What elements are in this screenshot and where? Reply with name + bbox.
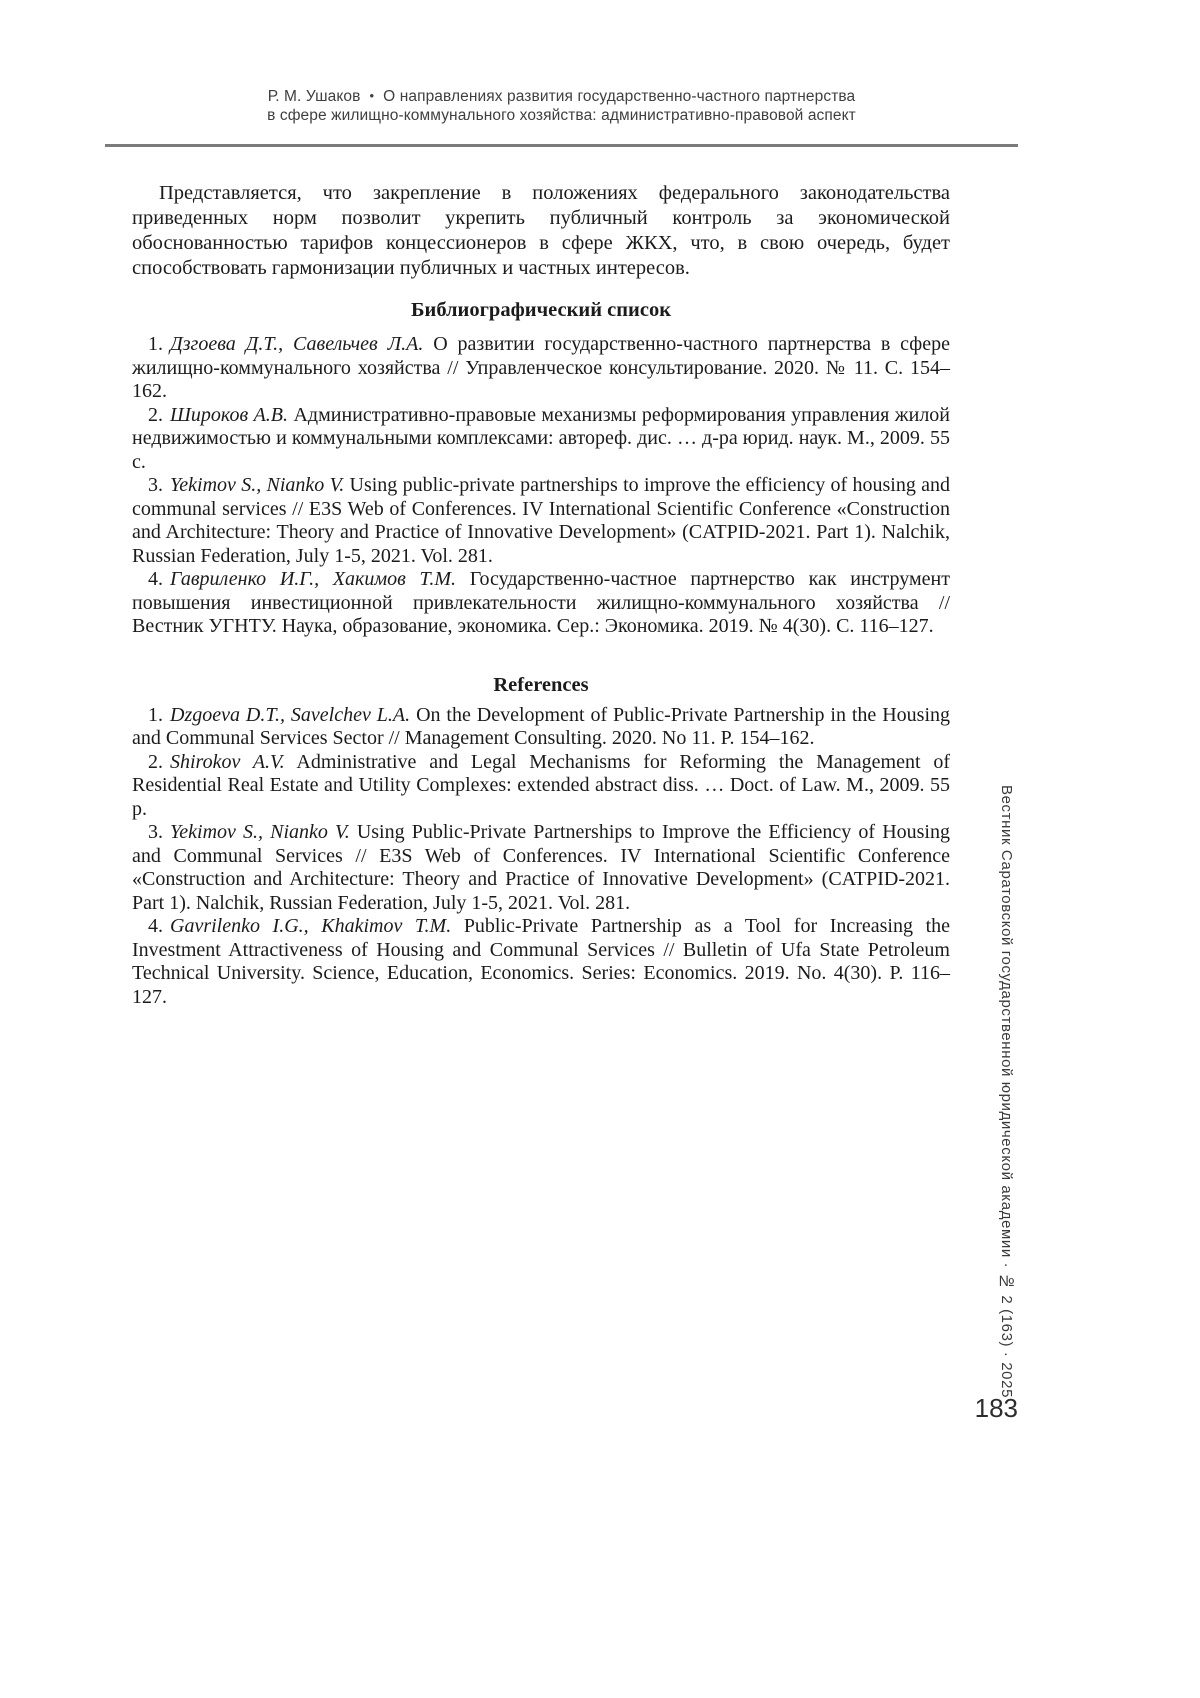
running-head-title-line1: О направлениях развития государственно-частного партнерства: [383, 88, 856, 105]
lead-paragraph: Представляется, что закрепление в положениях федерального законодательства приведенных норм позволит укрепить публичный контроль за экономической обоснованностью тарифов концессионеров в сфере ЖКХ, что, в свою очередь, будет способствовать гармонизации публичных и частных интересов.: [132, 182, 950, 279]
header-rule: [105, 144, 1018, 147]
item-text: Administrative and Legal Mechanisms for Reforming the Management of Residential Real Estate and Utility Complexes: extended abstract diss. … Doct. of Law. M., 2009. 55 p.: [132, 750, 950, 820]
reference-item: [132, 751, 950, 822]
item-number: 2.: [148, 750, 163, 773]
item-text: Using Public-Private Partnerships to Improve the Efficiency of Housing and Communal Services // E3S Web of Conferences. IV International Scientific Conference «Construction and Architecture: Theory and Practice of Innovative Development» (CATPID-2021. Part 1). Nalchik, Russian Federation, July 1-5, 2021. Vol. 281.: [132, 821, 950, 914]
item-authors: Гавриленко И.Г., Хакимов Т.М.: [170, 568, 457, 590]
item-number: 2.: [148, 403, 163, 426]
running-head-line1: [105, 86, 1018, 106]
item-number: 1.: [148, 333, 163, 355]
item-text: On the Development of Public-Private Partnership in the Housing and Communal Services Sector // Management Consulting. 2020. No 11. P. 154–162.: [132, 703, 951, 749]
item-number: 1.: [148, 703, 163, 726]
running-head: [105, 86, 1018, 125]
bibliography-item: [132, 333, 950, 404]
running-head-author: Р. М. Ушаков: [267, 88, 361, 105]
bibliography-item: [132, 474, 950, 568]
item-text: Using public-private partnerships to improve the efficiency of housing and communal services // E3S Web of Conferences. IV International Scientific Conference «Construction and Architecture: Theory and Practice of Innovative Development» (CATPID-2021. Part 1). Nalchik, Russian Federation, July 1-5, 2021. Vol. 281.: [132, 474, 950, 567]
item-authors: Dzgoeva D.T., Savelchev L.A.: [170, 703, 411, 726]
item-number: 3.: [148, 474, 163, 496]
reference-item: [132, 915, 950, 1009]
item-text: О развитии государственно-частного партнерства в сфере жилищно-коммунального хозяйства // Управленческое консультирование. 2020. № 11. С. 154–162.: [132, 333, 950, 402]
item-authors: Gavrilenko I.G., Khakimov T.M.: [170, 915, 452, 937]
item-text: Public-Private Partnership as a Tool for Increasing the Investment Attractiveness of Housing and Communal Services // Bulletin of Ufa State Petroleum Technical University. Science, Education, Economics. Series: Economics. 2019. No. 4(30). P. 116–127.: [132, 915, 951, 1008]
references-heading: References: [493, 673, 589, 696]
bibliography-item: [132, 568, 950, 639]
item-text: Государственно-частное партнерство как инструмент повышения инвестиционной привлекательности жилищно-коммунального хозяйства // Вестник УГНТУ. Наука, образование, экономика. Сер.: Экономика. 2019. № 4(30). С. 116–127.: [132, 568, 950, 637]
page-number: 183: [974, 1393, 1018, 1423]
reference-item: [132, 821, 950, 915]
reference-item: [132, 704, 950, 751]
item-number: 4.: [148, 568, 163, 590]
bibliography-heading: Библиографический список: [410, 299, 672, 321]
item-text: Административно-правовые механизмы реформирования управления жилой недвижимостью и коммунальными комплексами: автореф. дис. … д-ра юрид. наук. М., 2009. 55 с.: [132, 403, 951, 473]
item-authors: Yekimov S., Nianko V.: [170, 821, 350, 843]
bullet-separator: •: [369, 88, 375, 103]
item-number: 4.: [148, 915, 163, 937]
item-authors: Дзгоева Д.Т., Савельчев Л.А.: [170, 333, 424, 355]
running-head-title-line2: в сфере жилищно-коммунального хозяйства: административно-правовой аспект: [267, 107, 856, 124]
item-number: 3.: [148, 821, 163, 843]
item-authors: Shirokov A.V.: [170, 750, 285, 773]
journal-side-caption: Вестник Саратовской государственной юридической академии · № 2 (163) · 2025: [998, 785, 1015, 1399]
article-text-column: [132, 181, 950, 1009]
bibliography-item: [132, 404, 950, 475]
item-authors: Yekimov S., Nianko V.: [170, 474, 345, 496]
item-authors: Широков А.В.: [170, 403, 289, 426]
